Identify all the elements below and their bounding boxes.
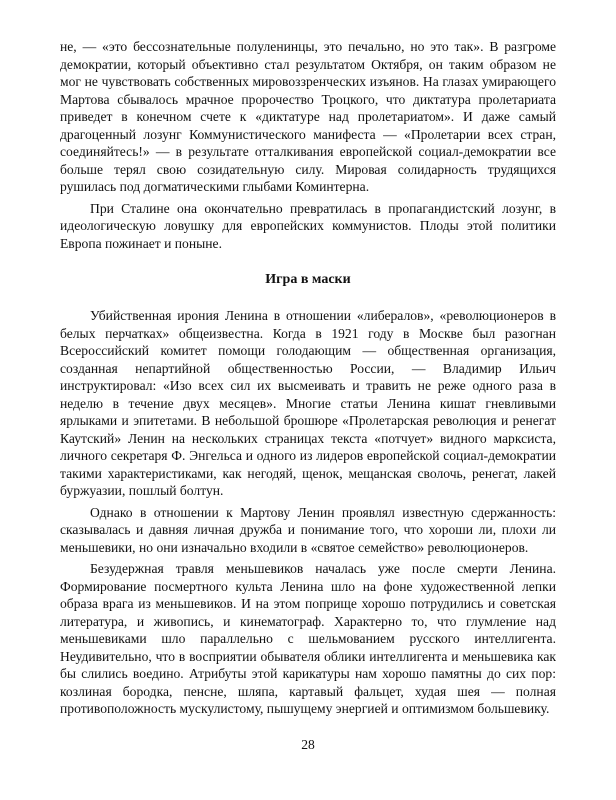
paragraph-lenin-martov-restraint: Однако в отношении к Мартову Ленин проявлял известную сдержанность: сказывалась и давняя личная дружба и понимание того, что хороши ли, плохи ли меньшевики, но они изначально входили в «святое семейство» революционеров. [60,504,556,555]
paragraph-lenin-irony: Убийственная ирония Ленина в отношении «либералов», «революционеров в белых перчатках» общеизвестна. Когда в 1921 году в Москве был разогнан Всероссийский комитет помощи голодающим — общественная организация, созданная непартийной общественностью России, — Владимир Ильич инструктировал: «Изо всех сил их высмеивать и травить не реже одного раза в неделю в течение двух месяцев». Многие статьи Ленина кишат гневливыми ярлыками и эпитетами. В небольшой брошюре «Пролетарская революция и ренегат Каутский» Ленин на нескольких страницах текста «потчует» видного марксиста, личного секретаря Ф. Энгельса и одного из лидеров европейской социал-демократии такими характеристиками, как негодяй, щенок, мещанская сволочь, ренегат, лакей буржуазии, пошлый болтун. [60,308,556,498]
paragraph-martov-continuation: не, — «это бессознательные полуленинцы, это печально, но это так». В разгроме демократии, который объективно стал результатом Октября, он таким образом не мог не чувствовать собственных мировоззренческих изъянов. На глазах умирающего Мартова сбывалось мрачное пророчество Троцкого, что диктатура пролетариата приведет в конечном счете к «диктатуре над пролетариатом». И даже самый драгоценный лозунг Коммунистического манифеста — «Пролетарии всех стран, соединяйтесь!» — в результате отталкивания европейской социал-демократии все больше терял свою созидательную силу. Мировая солидарность трудящихся рушилась под догматическими глыбами Коминтерна. [60,39,556,194]
paragraph-stalin-slogan: При Сталине она окончательно превратилась в пропагандистский лозунг, в идеологическую ловушку для европейских коммунистов. Плоды этой политики Европа пожинает и поныне. [60,200,556,251]
book-page [60,38,556,718]
page-number: 28 [301,737,315,752]
section-heading: Игра в маски [265,272,351,287]
paragraph-menshevik-persecution: Безудержная травля меньшевиков началась уже после смерти Ленина. Формирование посмертного культа Ленина шло на фоне художественной лепки образа врага из меньшевиков. И на этом поприще хорошо потрудились и советская литература, и живопись, и кинематограф. Характерно то, что глумление над меньшевиками шло параллельно с шельмованием русского интеллигента. Неудивительно, что в восприятии обывателя облики интеллигента и меньшевика как бы слились воедино. Атрибуты этой карикатуры нам хорошо памятны до сих пор: козлиная бородка, пенсне, шляпа, картавый фальцет, худая шея — полная противоположность мускулистому, пышущему энергией и оптимизмом большевику. [60,561,556,716]
